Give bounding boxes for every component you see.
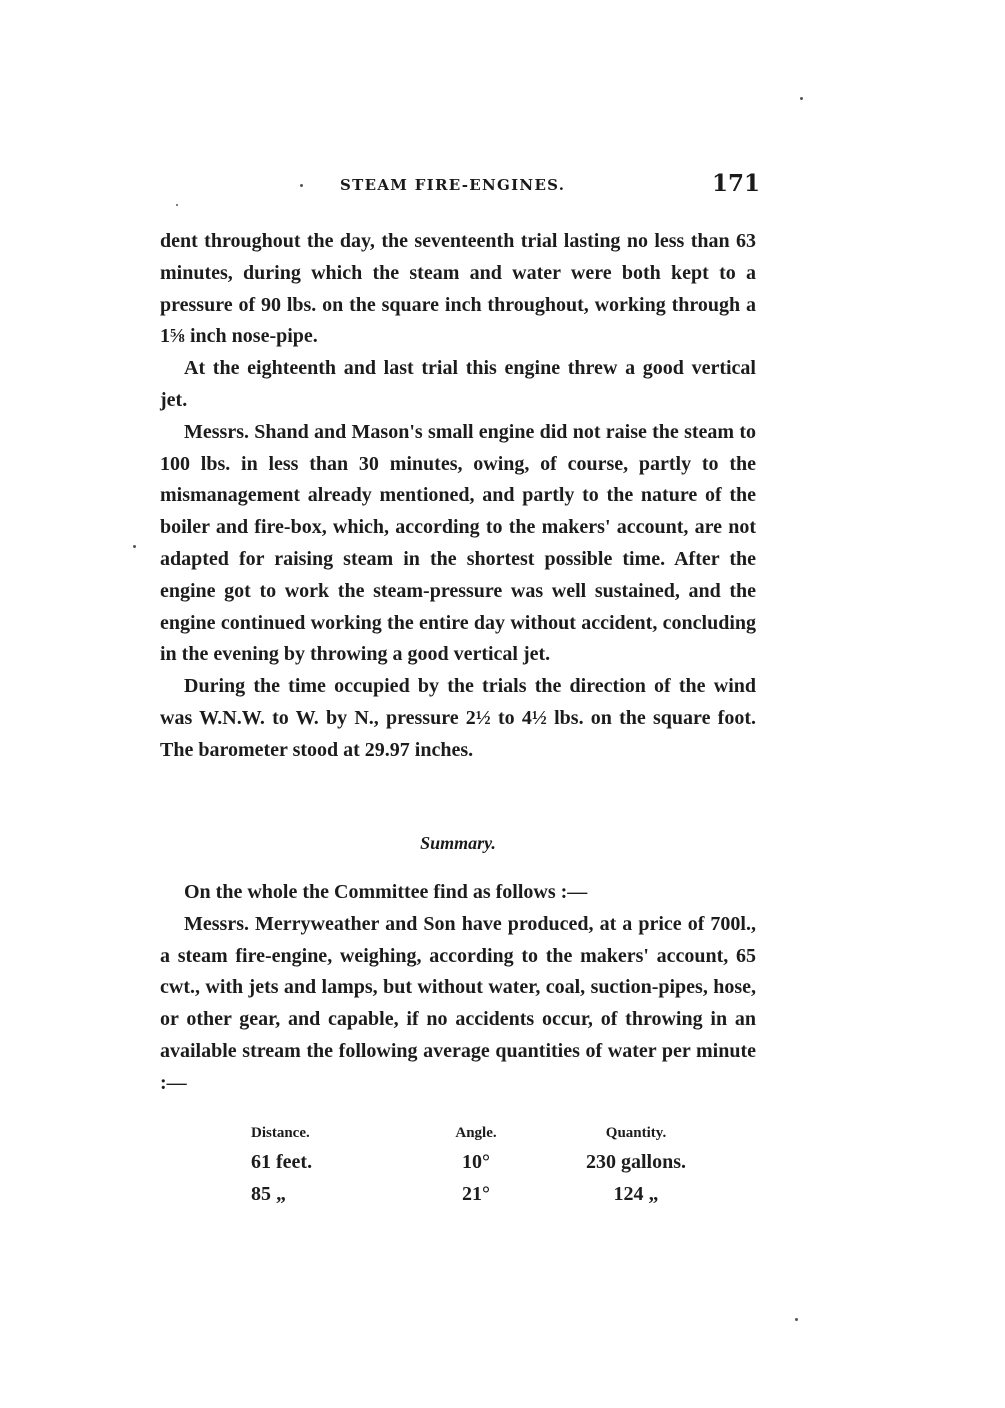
paragraph: dent throughout the day, the seventeenth trial lasting no less than 63 minutes, during which the steam and water were both kept to a pressure of 90 lbs. on the square inch throughout, working through a 1⅝ inch nose-pipe. <box>160 230 756 348</box>
paragraph: Messrs. Merryweather and Son have produced, at a price of 700l., a steam fire-engine, weighing, according to the makers' account, 65 cwt., with jets and lamps, but without water, coal, suction-pipes, hose, or other gear, and capable, if no accidents occur, of throwing in an available stream the following average quantities of water per minute :— <box>160 912 756 1094</box>
column-header-quantity: Quantity. <box>605 1124 667 1141</box>
quantity-table <box>235 1120 721 1210</box>
paragraph: During the time occupied by the trials the direction of the wind was W.N.W. to W. by N., pressure 2½ to 4½ lbs. on the square foot. The barometer stood at 29.97 inches. <box>160 675 756 761</box>
table-cell: 85 „ <box>251 1182 286 1205</box>
table-header-row <box>235 1120 721 1146</box>
scan-speck <box>300 184 303 187</box>
column-header-angle: Angle. <box>455 1124 497 1141</box>
scan-speck <box>176 204 178 206</box>
table-row <box>235 1146 721 1178</box>
page-header <box>160 170 760 204</box>
running-title: STEAM FIRE-ENGINES. <box>340 176 566 194</box>
scan-speck <box>795 1318 798 1321</box>
summary-text <box>160 877 756 1100</box>
table-cell: 124 „ <box>613 1182 659 1205</box>
table-row <box>235 1178 721 1210</box>
column-header-distance: Distance. <box>251 1124 310 1141</box>
section-heading: Summary. <box>420 833 496 853</box>
paragraph: On the whole the Committee find as follows :— <box>184 881 588 903</box>
paragraph: Messrs. Shand and Mason's small engine did not raise the steam to 100 lbs. in less than 30 minutes, owing, of course, partly to the mismanagement already mentioned, and partly to the nature of the boiler and fire-box, which, according to the makers' account, are not adapted for raising steam in the shortest possible time. After the engine got to work the steam-pressure was well sustained, and the engine continued working the entire day without accident, concluding in the evening by throwing a good vertical jet. <box>160 420 756 666</box>
scan-speck <box>133 545 136 548</box>
table-cell: 230 gallons. <box>585 1150 687 1173</box>
paragraph: At the eighteenth and last trial this engine threw a good vertical jet. <box>160 357 756 411</box>
table-cell: 10° <box>462 1150 490 1173</box>
body-text <box>160 226 756 767</box>
page-number: 171 <box>711 170 760 197</box>
table-cell: 61 feet. <box>251 1150 313 1173</box>
table-cell: 21° <box>462 1182 490 1205</box>
scan-speck <box>800 97 803 100</box>
